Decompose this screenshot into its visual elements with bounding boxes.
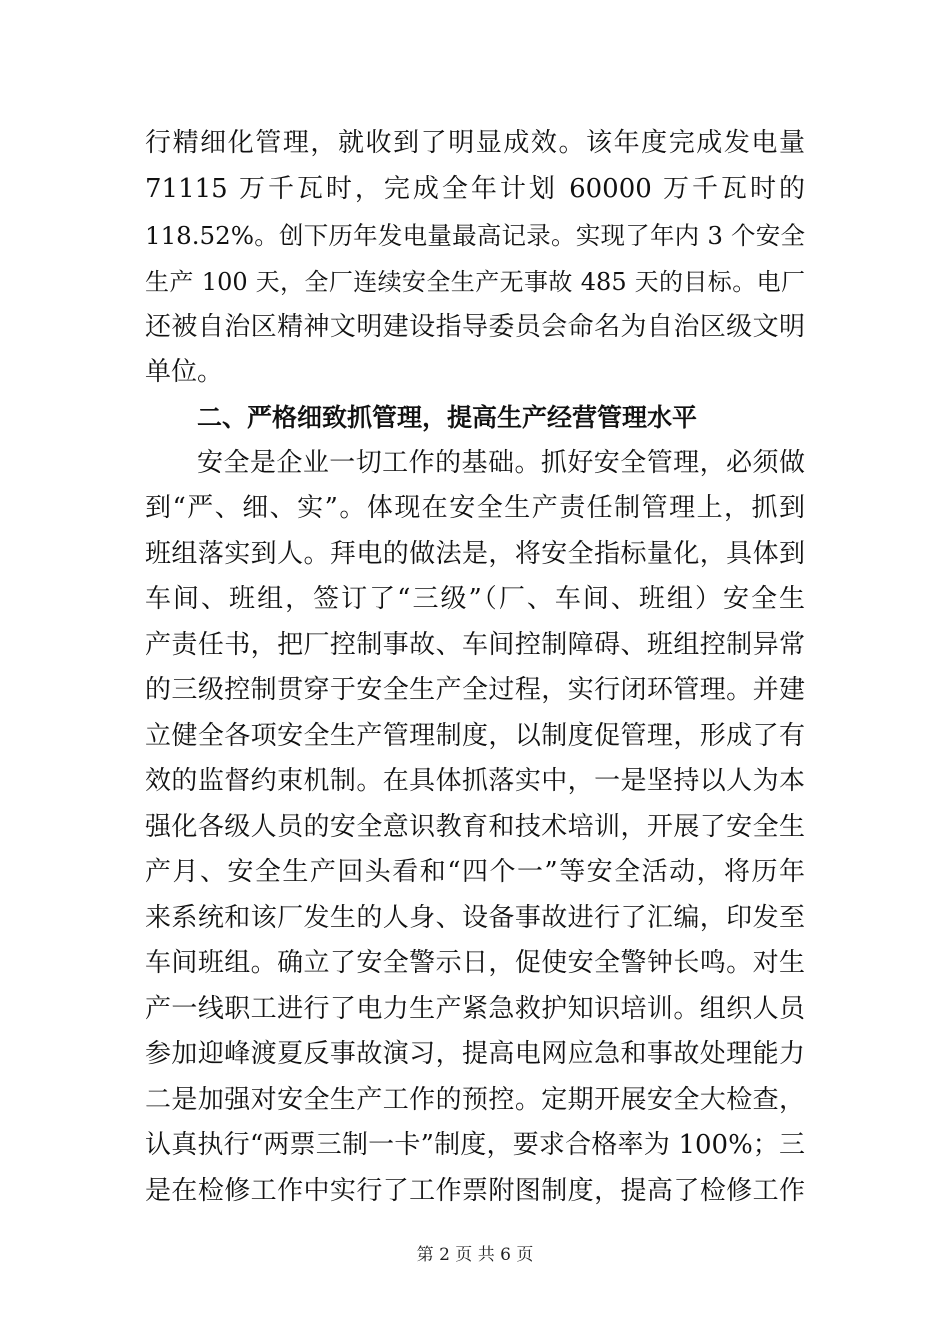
paragraph-line: 参加迎峰渡夏反事故演习，提高电网应急和事故处理能力 [145,1039,805,1069]
paragraph-line: 认真执行“两票三制一卡”制度，要求合格率为 100%；三 [145,1130,805,1160]
paragraph-line: 生产 100 天，全厂连续安全生产无事故 485 天的目标。电厂 [145,268,805,296]
paragraph-line: 71115 万千瓦时，完成全年计划 60000 万千瓦时的 [145,174,805,204]
paragraph-line: 立健全各项安全生产管理制度，以制度促管理，形成了有 [145,721,805,751]
paragraph-line: 班组落实到人。拜电的做法是，将安全指标量化，具体到 [145,539,805,569]
paragraph-line: 产一线职工进行了电力生产紧急救护知识培训。组织人员 [145,994,805,1024]
paragraph-line: 效的监督约束机制。在具体抓落实中，一是坚持以人为本 [145,766,805,796]
paragraph-line: 行精细化管理，就收到了明显成效。该年度完成发电量 [145,128,805,158]
paragraph-line: 的三级控制贯穿于安全生产全过程，实行闭环管理。并建 [145,675,805,705]
paragraph-line: 118.52%。创下历年发电量最高记录。实现了年内 3 个安全 [145,221,805,250]
paragraph-line: 车间、班组，签订了“三级”（厂、车间、班组）安全生 [145,584,805,614]
paragraph-line: 是在检修工作中实行了工作票附图制度，提高了检修工作 [145,1176,805,1206]
paragraph-line: 到“严、细、实”。体现在安全生产责任制管理上，抓到 [145,493,805,523]
paragraph-line: 二是加强对安全生产工作的预控。定期开展安全大检查， [145,1085,805,1115]
paragraph-line: 来系统和该厂发生的人身、设备事故进行了汇编，印发至 [145,903,805,933]
paragraph-line: 安全是企业一切工作的基础。抓好安全管理，必须做 [197,448,805,478]
page-footer: 第 2 页 共 6 页 [416,1245,534,1265]
section-heading: 二、严格细致抓管理，提高生产经营管理水平 [197,403,698,432]
paragraph-line: 产责任书，把厂控制事故、车间控制障碍、班组控制异常 [145,630,805,660]
paragraph-line: 单位。 [145,357,224,387]
paragraph-line: 强化各级人员的安全意识教育和技术培训，开展了安全生 [145,812,805,842]
paragraph-line: 产月、安全生产回头看和“四个一”等安全活动，将历年 [145,857,805,887]
paragraph-line: 车间班组。确立了安全警示日，促使安全警钟长鸣。对生 [145,948,805,978]
paragraph-line: 还被自治区精神文明建设指导委员会命名为自治区级文明 [145,312,805,342]
